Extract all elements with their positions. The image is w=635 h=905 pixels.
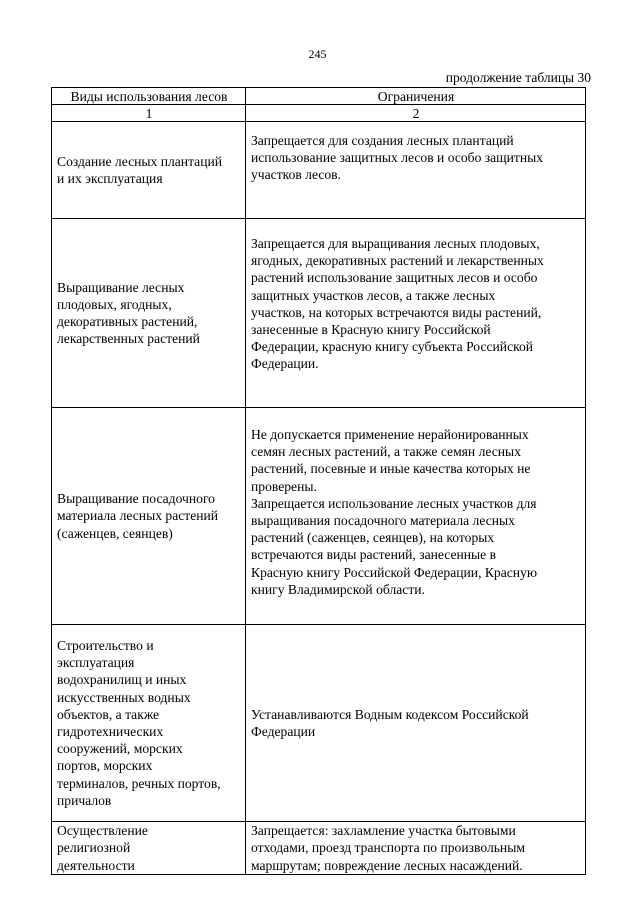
restriction-text: Запрещается для выращивания лесных плодовых, ягодных, декоративных растений и лекарственных растений использование защитных лесов и особо защитных участков лесов, а также лесных участков, на которых встречаются виды растений, занесенные в Красную книгу Российской Федерации, красную книгу субъекта Российской Федерации. [251,236,544,372]
restriction-text: Запрещается: захламление участка бытовыми отходами, проезд транспорта по произвольным маршрутам; повреждение лесных насаждений. [251,823,525,873]
restriction-cell [246,219,586,408]
forest-use-text: Выращивание посадочного материала лесных растений (саженцев, сеянцев) [57,491,219,541]
forest-use-text: Осуществление религиозной деятельности [57,823,148,873]
forest-use-text: Выращивание лесных плодовых, ягодных, декоративных растений, лекарственных растений [57,279,200,347]
column-number: 1 [52,105,246,122]
table-continuation-label: продолжение таблицы 30 [445,70,591,85]
forest-use-cell [52,408,246,625]
header-forest-use: Виды использования лесов [52,88,246,105]
table-row [52,122,586,219]
table-row [52,625,586,822]
restriction-cell [246,122,586,219]
table-header-row [52,88,586,105]
restriction-text: Устанавливаются Водным кодексом Российской Федерации [251,706,529,739]
forest-use-cell [52,625,246,822]
restriction-cell [246,408,586,625]
forest-use-cell [52,122,246,219]
forest-use-text: Создание лесных плантаций и их эксплуатация [57,153,223,186]
forest-use-cell [52,822,246,875]
restriction-text: Запрещается для создания лесных плантаций использование защитных лесов и особо защитных участков лесов. [251,133,544,183]
restriction-cell [246,822,586,875]
restrictions-table [51,87,586,875]
forest-use-cell [52,219,246,408]
restriction-cell [246,625,586,822]
restriction-text: Не допускается применение нерайонированных семян лесных растений, а также семян лесных растений, посевные и иные качества которых не проверены. Запрещается использование лесных участков для выращивания посадочного материала лесных растений (саженцев, сеянцев), на которых встречаются виды растений, занесенные в Красную книгу Российской Федерации, Красную книгу Владимирской области. [251,427,538,597]
forest-use-text: Строительство и эксплуатация водохранилищ и иных искусственных водных объектов, а также гидротехнических сооружений, морских портов, морских терминалов, речных портов, причалов [57,637,221,808]
column-number-row [52,105,586,122]
header-restrictions: Ограничения [246,88,586,105]
table-row [52,408,586,625]
page-number: 245 [308,47,327,61]
table-row [52,219,586,408]
table-row [52,822,586,875]
column-number: 2 [246,105,586,122]
